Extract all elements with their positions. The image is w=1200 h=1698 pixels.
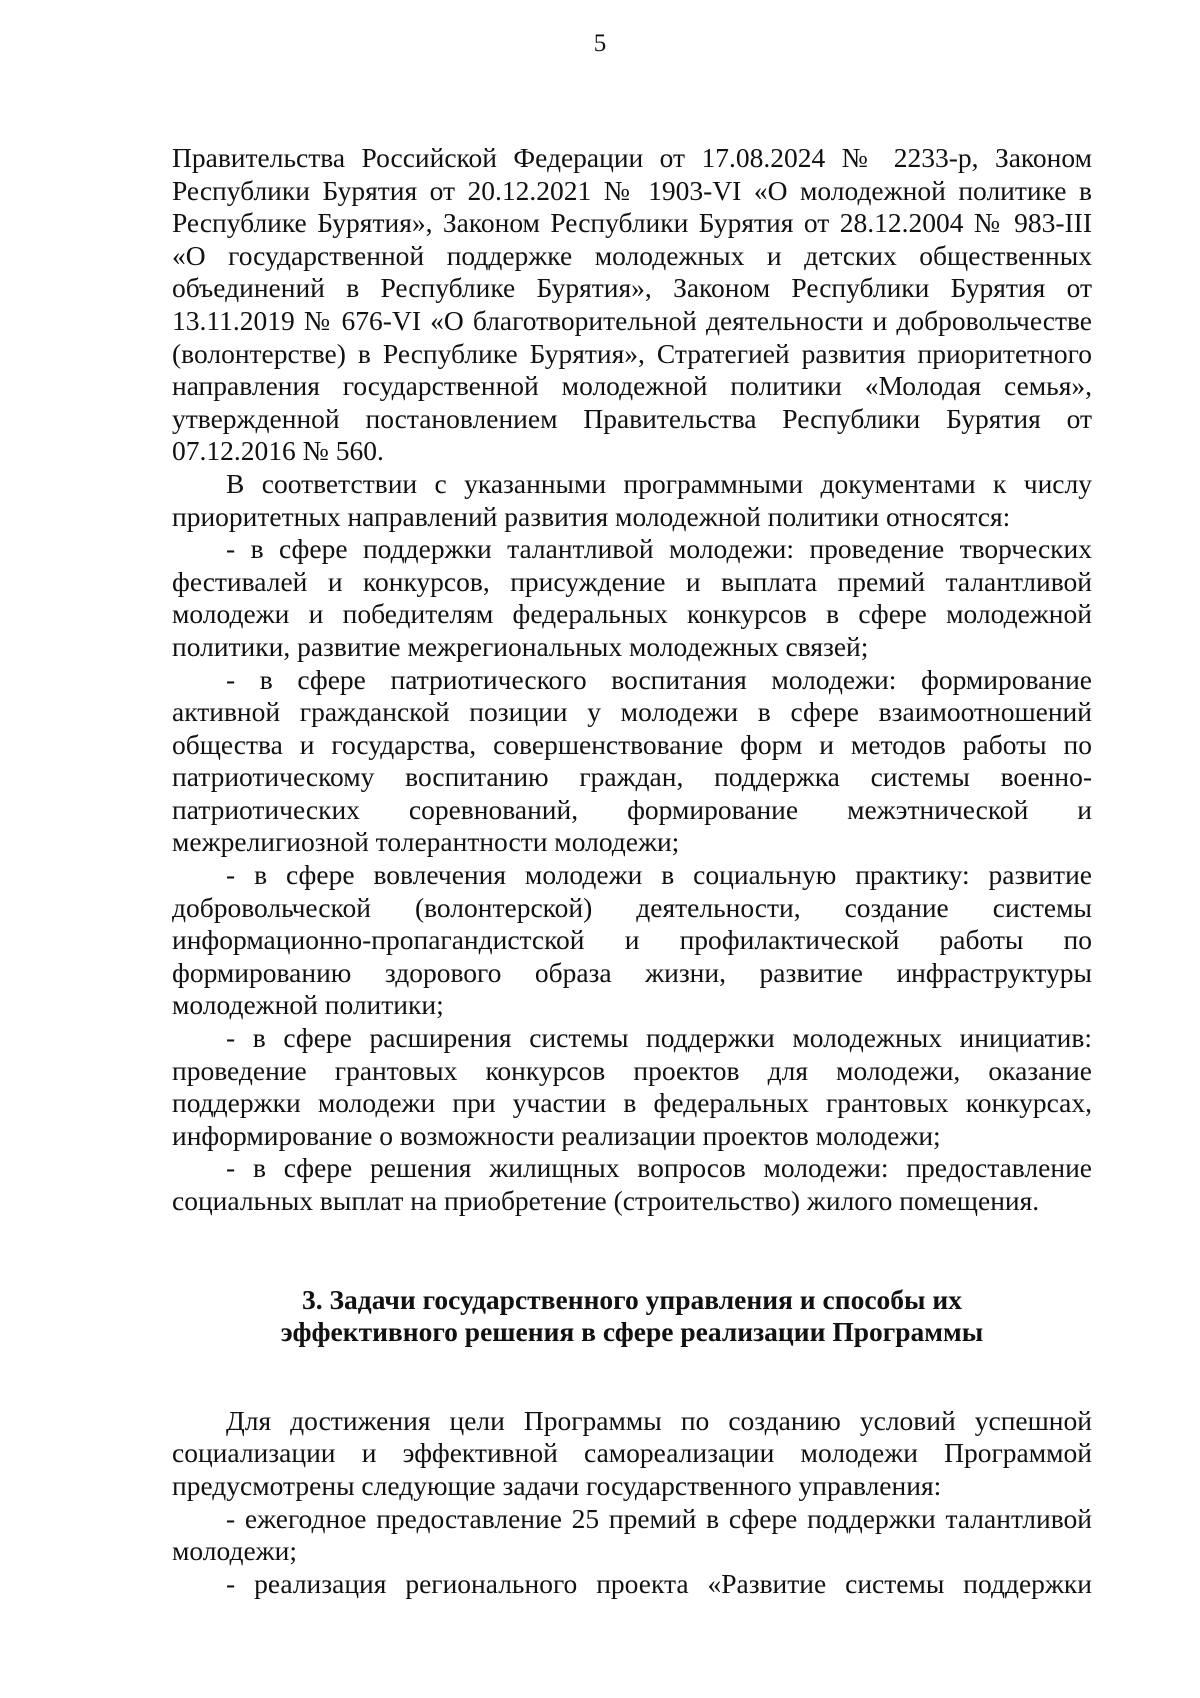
priority-item-patriotic-education: - в сфере патриотического воспитания молодежи: формирование активной гражданской позиции у молодежи в сфере взаимоотношений общества и государства, совершенствование форм и методов работы по патриотическому воспитанию граждан, поддержка системы военно-патриотических соревнований, формирование межэтнической и межрелигиозной толерантности молодежи; <box>172 663 1092 858</box>
priority-item-housing: - в сфере решения жилищных вопросов молодежи: предоставление социальных выплат на приобретение (строительство) жилого помещения. <box>172 1152 1092 1216</box>
priority-item-youth-initiatives: - в сфере расширения системы поддержки молодежных инициатив: проведение грантовых конкурсов проектов для молодежи, оказание поддержки молодежи при участии в федеральных грантовых конкурсах, информирование о возможности реализации проектов молодежи; <box>172 1022 1092 1151</box>
document-body <box>172 142 1092 1600</box>
priority-item-talented-youth: - в сфере поддержки талантливой молодежи: проведение творческих фестивалей и конкурсов, присуждение и выплата премий талантливой молодежи и победителям федеральных конкурсов в сфере молодежной политики, развитие межрегиональных молодежных связей; <box>172 533 1092 662</box>
intro-paragraph: Правительства Российской Федерации от 17.08.2024 № 2233-р, Законом Республики Бурятия от 20.12.2021 № 1903-VI «О молодежной политике в Республике Бурятия», Законом Республики Бурятия от 28.12.2004 № 983-III «О государственной поддержке молодежных и детских общественных объединений в Республике Бурятия», Законом Республики Бурятия от 13.11.2019 № 676-VI «О благотворительной деятельности и добровольчестве (волонтерстве) в Республике Бурятия», Стратегией развития приоритетного направления государственной молодежной политики «Молодая семья», утвержденной постановлением Правительства Республики Бурятия от 07.12.2016 № 560. <box>172 142 1092 467</box>
priorities-intro-paragraph: В соответствии с указанными программными документами к числу приоритетных направлений развития молодежной политики относятся: <box>172 467 1092 532</box>
section-heading-line-1: 3. Задачи государственного управления и способы их <box>302 1283 962 1315</box>
task-item-awards: - ежегодное предоставление 25 премий в сфере поддержки талантливой молодежи; <box>172 1502 1092 1567</box>
task-item-regional-project: - реализация регионального проекта «Развитие системы поддержки <box>226 1567 1092 1599</box>
tasks-intro-paragraph: Для достижения цели Программы по созданию условий успешной социализации и эффективной самореализации молодежи Программой предусмотрены следующие задачи государственного управления: <box>172 1404 1092 1501</box>
section-heading <box>172 1284 1092 1349</box>
page-number: 5 <box>593 30 607 57</box>
priority-item-social-practice: - в сфере вовлечения молодежи в социальную практику: развитие добровольческой (волонтерской) деятельности, создание системы информационно-пропагандистской и профилактической работы по формированию здорового образа жизни, развитие инфраструктуры молодежной политики; <box>172 859 1092 1021</box>
section-heading-line-2: эффективного решения в сфере реализации Программы <box>280 1316 984 1348</box>
